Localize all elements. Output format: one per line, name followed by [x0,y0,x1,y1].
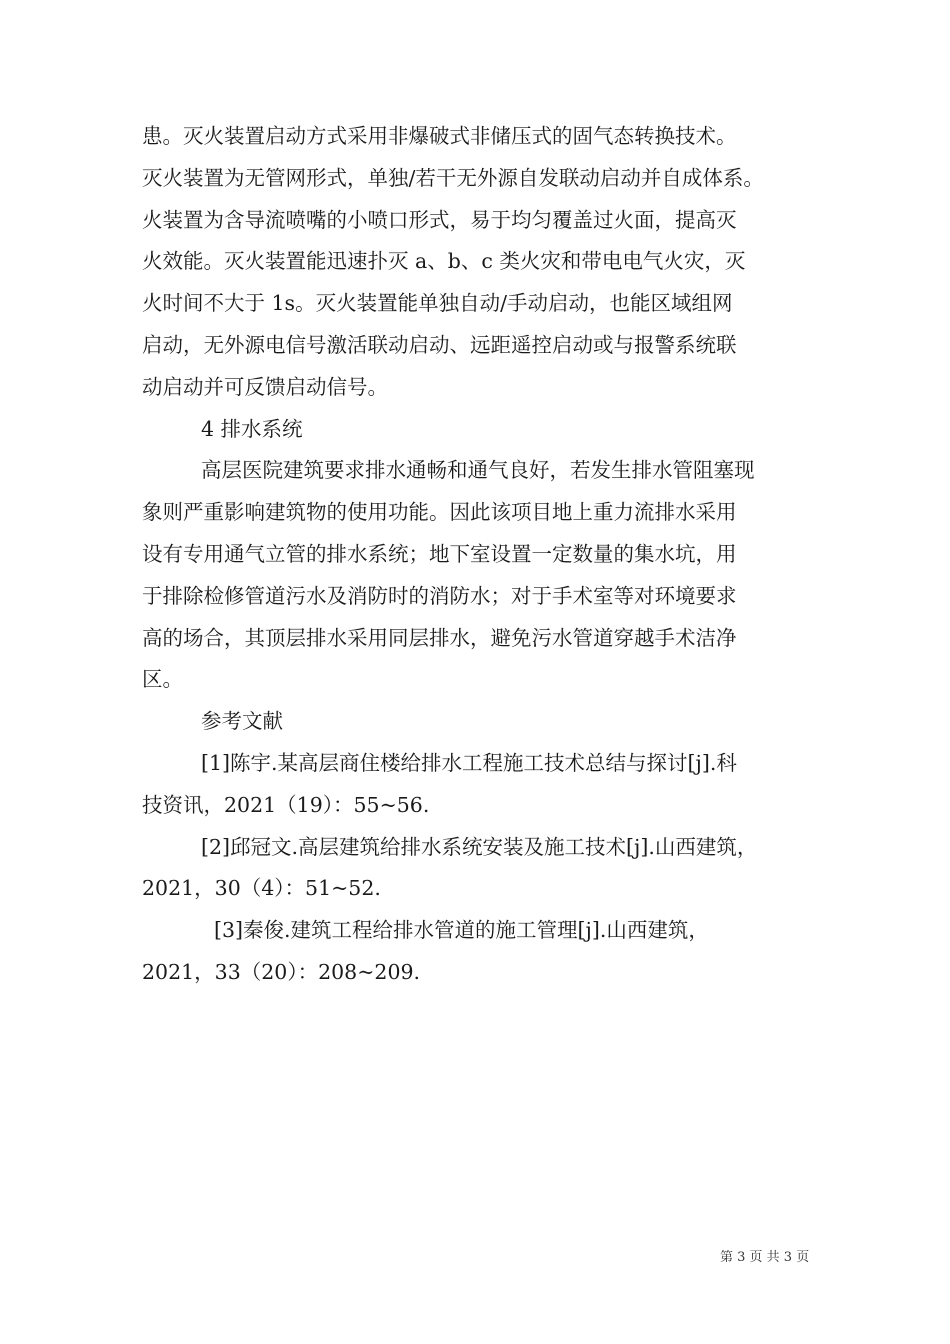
reference-item [142,910,818,994]
paragraph-fire-suppression [142,116,818,409]
reference-item [142,827,818,911]
references-heading: 参考文献 [201,709,283,734]
text-line: 于排除检修管道污水及消防时的消防水；对于手术室等对环境要求 [142,583,737,608]
section-heading: 4 排水系统 [201,416,303,441]
reference-line: 技资讯，2021（19）：55~56. [142,792,430,817]
text-line: 象则严重影响建筑物的使用功能。因此该项目地上重力流排水采用 [142,500,737,525]
page-number-footer: 第 3 页 共 3 页 [720,1250,810,1265]
document-body [142,116,818,994]
reference-line: 2021，33（20）：208~209. [142,959,421,984]
text-line: 动启动并可反馈启动信号。 [142,374,388,399]
text-line: 火时间不大于 1s。灭火装置能单独自动/手动启动，也能区域组网 [142,291,733,316]
text-line: 灭火装置为无管网形式，单独/若干无外源自发联动启动并自成体系。 [142,165,764,190]
text-line: 区。 [142,667,183,692]
text-line: 高层医院建筑要求排水通畅和通气良好，若发生排水管阻塞现 [201,458,755,483]
reference-line: [2]邱冠文.高层建筑给排水系统安装及施工技术[j].山西建筑， [201,834,758,859]
paragraph-drainage [142,450,818,701]
reference-line: [3]秦俊.建筑工程给排水管道的施工管理[j].山西建筑， [214,918,709,943]
text-line: 患。灭火装置启动方式采用非爆破式非储压式的固气态转换技术。 [142,124,737,148]
text-line: 高的场合，其顶层排水采用同层排水，避免污水管道穿越手术洁净 [142,625,737,650]
text-line: 启动，无外源电信号激活联动启动、远距遥控启动或与报警系统联 [142,332,737,357]
reference-line: [1]陈宇.某高层商住楼给排水工程施工技术总结与探讨[j].科 [201,750,737,775]
text-line: 设有专用通气立管的排水系统；地下室设置一定数量的集水坑，用 [142,541,737,566]
reference-list [142,743,818,994]
text-line: 火装置为含导流喷嘴的小喷口形式，易于均匀覆盖过火面，提高灭 [142,207,737,232]
reference-item [142,743,818,827]
text-line: 火效能。灭火装置能迅速扑灭 a、b、c 类火灾和带电电气火灾，灭 [142,249,746,274]
reference-line: 2021，30（4）：51~52. [142,876,381,901]
